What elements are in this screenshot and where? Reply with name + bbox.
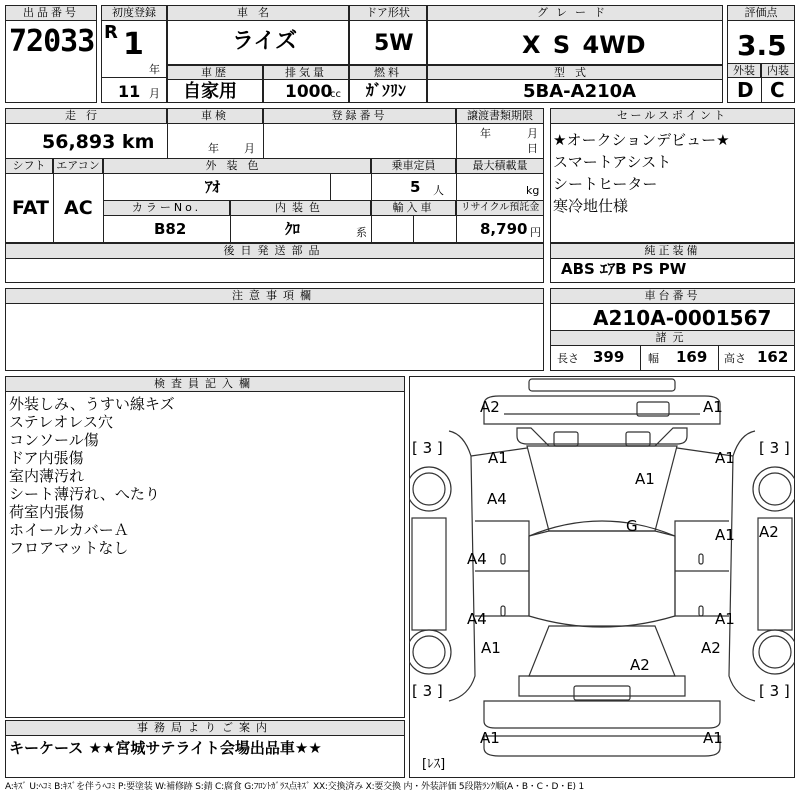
inspection-year-unit: 年 [208, 142, 219, 155]
dimensions-label: 諸元 [550, 330, 795, 346]
equipment-label: 純正装備 [550, 243, 795, 259]
mark-hood: A1 [635, 470, 655, 488]
ac-label: エアコン [53, 158, 103, 174]
intcolor-unit: 系 [356, 226, 367, 239]
inspector-note: 外装しみ、うすい線キズ [9, 395, 175, 413]
mark-rear-right: A1 [703, 729, 723, 747]
inspector-note: シート薄汚れ、へたり [9, 485, 160, 503]
tire-rear-left: [ 3 ] [412, 682, 443, 700]
mark-fender-right-rear: A2 [701, 639, 721, 657]
import-label: 輸入車 [371, 200, 456, 216]
front-body-shape [484, 396, 720, 424]
reg-year: 1 [123, 27, 144, 62]
displacement: 1000 [285, 82, 333, 102]
later-parts-label: 後日発送部品 [5, 243, 544, 259]
capacity-unit: 人 [433, 184, 444, 197]
month-unit: 月 [149, 87, 160, 100]
history-label: 車歴 [167, 65, 263, 80]
fuel-label: 燃料 [349, 65, 427, 80]
inspector-note: ドア内張傷 [9, 449, 84, 467]
inspector-note: ホイールカバーＡ [9, 521, 129, 539]
mark-roof: G [626, 517, 638, 535]
transfer-year-unit: 年 [480, 127, 491, 140]
ext-grade: D [737, 78, 754, 102]
inspector-note: 室内薄汚れ [9, 467, 85, 485]
score-label: 評価点 [727, 5, 795, 21]
recycle-unit: 円 [530, 226, 541, 239]
wheel-front-left [409, 467, 451, 511]
inspector-note: コンソール傷 [9, 431, 99, 449]
mark-door-right-front: A1 [715, 526, 735, 544]
height: 162 [757, 348, 789, 366]
transfer-month-unit: 月 [527, 127, 538, 140]
chassis-label: 車台番号 [550, 288, 795, 304]
width: 169 [676, 348, 708, 366]
length: 399 [593, 348, 625, 366]
tire-front-right: [ 3 ] [759, 439, 790, 457]
score: 3.5 [737, 29, 787, 62]
right-side-shape [729, 431, 755, 701]
int-grade: C [770, 78, 785, 102]
wheel-rear-left [409, 630, 451, 674]
mark-door-left-rear: A4 [467, 610, 487, 628]
office-label: 事務局よりご案内 [5, 720, 405, 736]
shift: FAT [12, 197, 49, 219]
mark-fender-left-rear: A1 [481, 639, 501, 657]
door-label: ドア形状 [349, 5, 427, 21]
color-label: 外装色 [103, 158, 371, 174]
load-unit: kg [526, 184, 540, 197]
ac: AC [64, 197, 93, 219]
mark-front-right: A1 [703, 398, 723, 416]
transfer-label: 譲渡書類期限 [456, 108, 544, 124]
rear-window-shape [529, 626, 675, 676]
load-label: 最大積載量 [456, 158, 544, 174]
roof-shape [529, 517, 675, 627]
colorno-label: カラーNo. [103, 200, 230, 216]
mark-door-left-front: A4 [467, 550, 487, 568]
mark-trunk: A2 [630, 656, 650, 674]
spare-tire: [ﾚｽ] [422, 757, 446, 772]
reg-month: 11 [118, 82, 141, 101]
lot-label: 出品番号 [5, 5, 97, 21]
spec-block [5, 108, 544, 243]
mileage-label: 走行 [5, 108, 167, 124]
sales-point: シートヒーター [553, 175, 658, 193]
recycle-fee: 8,790 [480, 220, 528, 238]
lot-number: 72033 [9, 24, 95, 59]
mark-fender-left: A4 [487, 490, 507, 508]
inspection-month-unit: 月 [244, 142, 255, 155]
wheel-front-right [753, 467, 795, 511]
inspector-note: 荷室内張傷 [9, 503, 85, 521]
capacity: 5 [410, 178, 421, 196]
name-label: 車名 [167, 5, 349, 21]
height-label: 高さ [724, 352, 746, 365]
windshield-shape [529, 531, 675, 536]
inspector-note: ステレオレス穴 [9, 413, 113, 431]
interior-color: ｸﾛ [285, 220, 301, 238]
transfer-day-unit: 日 [527, 142, 538, 155]
car-diagram [409, 376, 795, 778]
color: ｱｵ [205, 178, 221, 196]
registration-label: 初度登録 [101, 5, 167, 21]
sales-point: スマートアシスト [553, 153, 672, 171]
hood-shape [517, 428, 687, 446]
mark-door-right-rear: A1 [715, 610, 735, 628]
inspector-label: 検査員記入欄 [5, 376, 405, 392]
color-number: B82 [154, 220, 187, 238]
sales-point: 寒冷地仕様 [553, 197, 629, 215]
mark-rear-left: A1 [480, 729, 500, 747]
caution-label: 注意事項欄 [5, 288, 544, 304]
year-unit: 年 [149, 63, 160, 76]
ext-label: 外装 [727, 63, 761, 78]
chassis-number: A210A-0001567 [593, 306, 772, 330]
mark-fender-left-front: A1 [488, 449, 508, 467]
sales-label: セールスポイント [550, 108, 795, 124]
model-label: 型式 [427, 65, 723, 80]
era: R [104, 22, 118, 43]
tire-front-left: [ 3 ] [412, 439, 443, 457]
grade-label: グレード [427, 5, 723, 21]
legend: A:ｷｽﾞ U:ﾍｺﾐ B:ｷｽﾞを伴うﾍｺﾐ P:要塗装 W:補修跡 S:錆 C:腐食 G:ﾌﾛﾝﾄｶﾞﾗｽ点ｷｽﾞ XX:交換済み X:要交換 内・外装評価 5段階ﾗﾝｸ順(A・B・C・D・E) 1 [5, 782, 584, 792]
rear-body-shape [484, 736, 720, 756]
fuel: ｶﾞｿﾘﾝ [366, 81, 407, 100]
office-note: キーケース ★★宮城サテライト会場出品車★★ [9, 739, 322, 757]
sales-point: ★オークションデビュー★ [553, 131, 730, 149]
tire-rear-right: [ 3 ] [759, 682, 790, 700]
history: 自家用 [183, 81, 237, 102]
shift-label: シフト [5, 158, 53, 174]
equipment: ABS ｴｱB PS PW [561, 260, 687, 278]
disp-unit: cc [330, 89, 341, 100]
front-bumper-shape [529, 379, 675, 391]
disp-label: 排気量 [263, 65, 349, 80]
door-type: 5W [374, 31, 414, 56]
mark-quarter-right: A2 [759, 523, 779, 541]
width-label: 幅 [648, 352, 659, 365]
inspector-note: フロアマットなし [9, 539, 129, 557]
recycle-label: リサイクル預託金 [456, 200, 544, 216]
mark-front-left: A2 [480, 398, 500, 416]
capacity-label: 乗車定員 [371, 158, 456, 174]
mark-fender-right-front: A1 [715, 449, 735, 467]
wheel-rear-right [753, 630, 795, 674]
model-code: 5BA-A210A [523, 81, 637, 102]
car-name: ライズ [232, 29, 298, 54]
mileage: 56,893 km [42, 131, 155, 153]
bonnet-shape [527, 446, 677, 531]
int-label: 内装 [761, 63, 795, 78]
grade: X S 4WD [522, 31, 646, 59]
length-label: 長さ [557, 352, 579, 365]
regno-label: 登録番号 [263, 108, 456, 124]
inspection-label: 車検 [167, 108, 263, 124]
intcolor-label: 内装色 [230, 200, 371, 216]
rear-bumper-shape [574, 686, 630, 700]
